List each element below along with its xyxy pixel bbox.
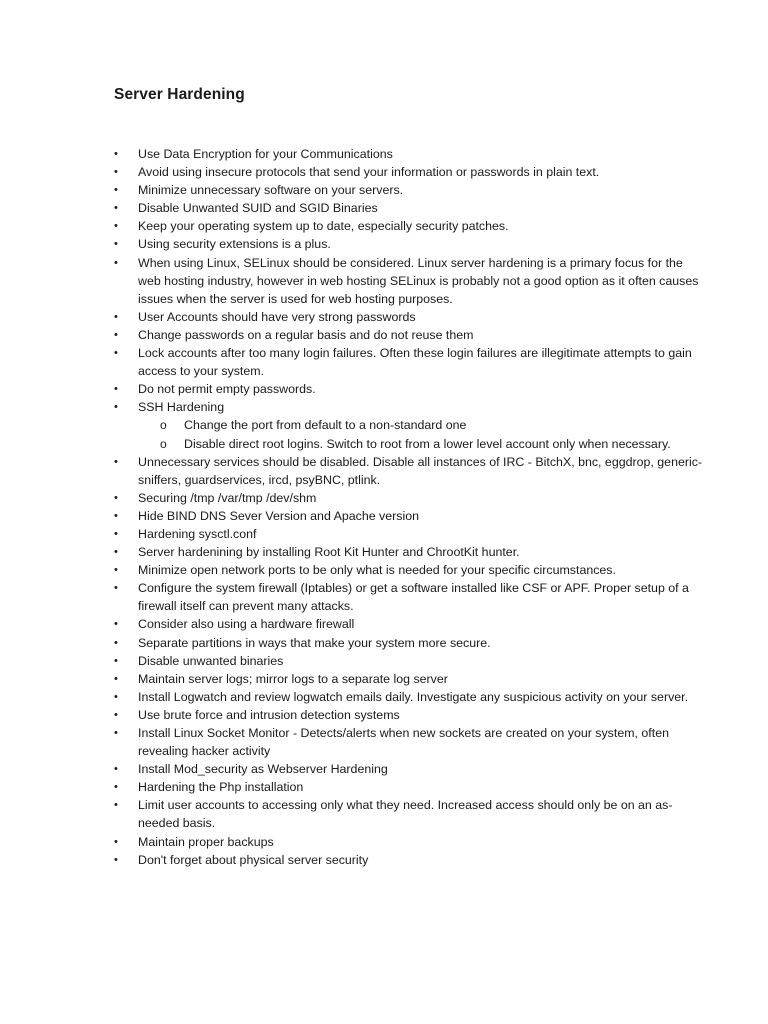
list-item (0, 670, 768, 688)
list-item-text: Use Data Encryption for your Communications (138, 147, 393, 161)
bullet-icon: • (114, 347, 118, 360)
bullet-icon: • (114, 383, 118, 396)
list-item-text: Keep your operating system up to date, especially security patches. (138, 219, 509, 234)
list-item (0, 489, 768, 507)
list-item-ssh-hardening (0, 398, 768, 416)
sub-list-item-text: Change the port from default to a non-standard one (184, 418, 467, 433)
list-item-text: Server hardenining by installing Root Kit Hunter and ChrootKit hunter. (138, 545, 520, 560)
bullet-icon: • (114, 636, 118, 649)
list-item-text: Hide BIND DNS Sever Version and Apache version (138, 508, 419, 523)
list-item (0, 652, 768, 670)
bullet-icon: • (114, 672, 118, 685)
list-item (0, 163, 768, 181)
list-item-text: Minimize unnecessary software on your servers. (138, 183, 404, 198)
list-item-text: Do not permit empty passwords. (138, 382, 316, 397)
list-item-text: SSH Hardening (138, 400, 225, 415)
bullet-icon: • (114, 727, 118, 739)
list-item-text: Hardening sysctl.conf (138, 526, 257, 541)
list-item-text: Hardening the Php installation (138, 780, 304, 795)
list-item (0, 760, 768, 778)
list-item-text: Securing /tmp /var/tmp /dev/shm (138, 490, 317, 505)
list-item-text: When using Linux, SELinux should be considered. Linux server hardening is a primary focus for the web hosting industry, however in web hosting SELinux is probably not a good option as it often causes issues when the server is used for web hosting purposes. (138, 255, 699, 306)
list-item-text: Consider also using a hardware firewall (138, 617, 355, 632)
list-item-text: Disable unwanted binaries (138, 653, 284, 668)
sub-list-item-text: Disable direct root logins. Switch to root from a lower level account only when necessary. (184, 436, 671, 451)
bullet-icon: • (114, 220, 118, 233)
list-item (0, 308, 768, 326)
bullet-icon: • (114, 582, 118, 595)
list-item (0, 579, 768, 615)
bullet-icon: • (114, 781, 118, 794)
list-item (0, 326, 768, 344)
list-item (0, 254, 768, 308)
list-item (0, 851, 768, 869)
list-item (0, 181, 768, 199)
list-item (0, 724, 768, 760)
bullet-icon: • (114, 527, 118, 540)
list-item (0, 634, 768, 652)
list-item (0, 235, 768, 253)
list-item-text: Separate partitions in ways that make your system more secure. (138, 635, 491, 650)
list-item-text: Use brute force and intrusion detection systems (138, 707, 400, 722)
list-item-text: Install Logwatch and review logwatch emails daily. Investigate any suspicious activity on your server. (138, 689, 689, 704)
sub-bullet-icon: o (160, 436, 167, 451)
list-item-text: Maintain server logs; mirror logs to a separate log server (138, 671, 448, 686)
list-item-text: Lock accounts after too many login failures. Often these login failures are illegitimate attempts to gain access to your system. (138, 346, 692, 379)
list-item (0, 778, 768, 796)
bullet-icon: • (114, 238, 118, 251)
bullet-icon: • (114, 763, 118, 776)
sub-list-item (0, 435, 768, 453)
bullet-icon: • (114, 799, 118, 812)
list-item (0, 507, 768, 525)
bullet-icon: • (114, 654, 118, 667)
list-item (0, 796, 768, 832)
sub-list-item (0, 416, 768, 434)
bullet-icon: • (114, 509, 118, 522)
bullet-icon: • (114, 401, 118, 414)
list-item-text: Install Linux Socket Monitor - Detects/alerts when new sockets are created on your system, often revealing hacker activity (138, 726, 669, 759)
bullet-icon: • (114, 166, 118, 179)
bullet-icon: • (114, 546, 118, 559)
list-item (0, 380, 768, 398)
list-item-text: Unnecessary services should be disabled. Disable all instances of IRC - BitchX, bnc, eggdrop, generic-sniffers, guardservices, ircd, psyBNC, ptlink. (138, 454, 703, 487)
list-item (0, 706, 768, 724)
bullet-list (0, 145, 768, 869)
list-item-text: Disable Unwanted SUID and SGID Binaries (138, 201, 378, 216)
list-item (0, 543, 768, 561)
bullet-icon: • (114, 491, 118, 504)
list-item-text: Configure the system firewall (Iptables) or get a software installed like CSF or APF. Proper setup of a firewall itself can prevent many attacks. (138, 581, 689, 614)
page-title: Server Hardening (114, 86, 245, 103)
bullet-icon: • (114, 256, 118, 269)
list-item (0, 199, 768, 217)
list-item-text: Change passwords on a regular basis and do not reuse them (138, 327, 474, 342)
list-item-text: Install Mod_security as Webserver Hardening (138, 762, 388, 777)
list-item-text: Avoid using insecure protocols that send your information or passwords in plain text. (138, 165, 600, 180)
list-item (0, 525, 768, 543)
bullet-icon: • (114, 148, 118, 160)
bullet-icon: • (114, 184, 118, 197)
bullet-icon: • (114, 835, 118, 848)
list-item-text: User Accounts should have very strong passwords (138, 309, 416, 324)
bullet-icon: • (114, 690, 118, 703)
bullet-icon: • (114, 708, 118, 721)
list-item (0, 344, 768, 380)
list-item (0, 615, 768, 633)
bullet-icon: • (114, 328, 118, 341)
list-item-text: Limit user accounts to accessing only what they need. Increased access should only be on an as-needed basis. (138, 798, 673, 831)
bullet-icon: • (114, 202, 118, 215)
bullet-icon: • (114, 853, 118, 866)
list-item (0, 453, 768, 489)
list-item-text: Maintain proper backups (138, 834, 274, 849)
list-item (0, 833, 768, 851)
list-item-text: Using security extensions is a plus. (138, 237, 331, 252)
bullet-icon: • (114, 564, 118, 577)
bullet-icon: • (114, 618, 118, 631)
bullet-icon: • (114, 310, 118, 323)
list-item (0, 217, 768, 235)
bullet-icon: • (114, 455, 118, 468)
list-item-text: Minimize open network ports to be only what is needed for your specific circumstances. (138, 563, 616, 578)
list-item (0, 145, 768, 163)
list-item (0, 688, 768, 706)
sub-bullet-icon: o (160, 418, 167, 433)
list-item-text: Don't forget about physical server security (138, 852, 369, 867)
list-item (0, 561, 768, 579)
